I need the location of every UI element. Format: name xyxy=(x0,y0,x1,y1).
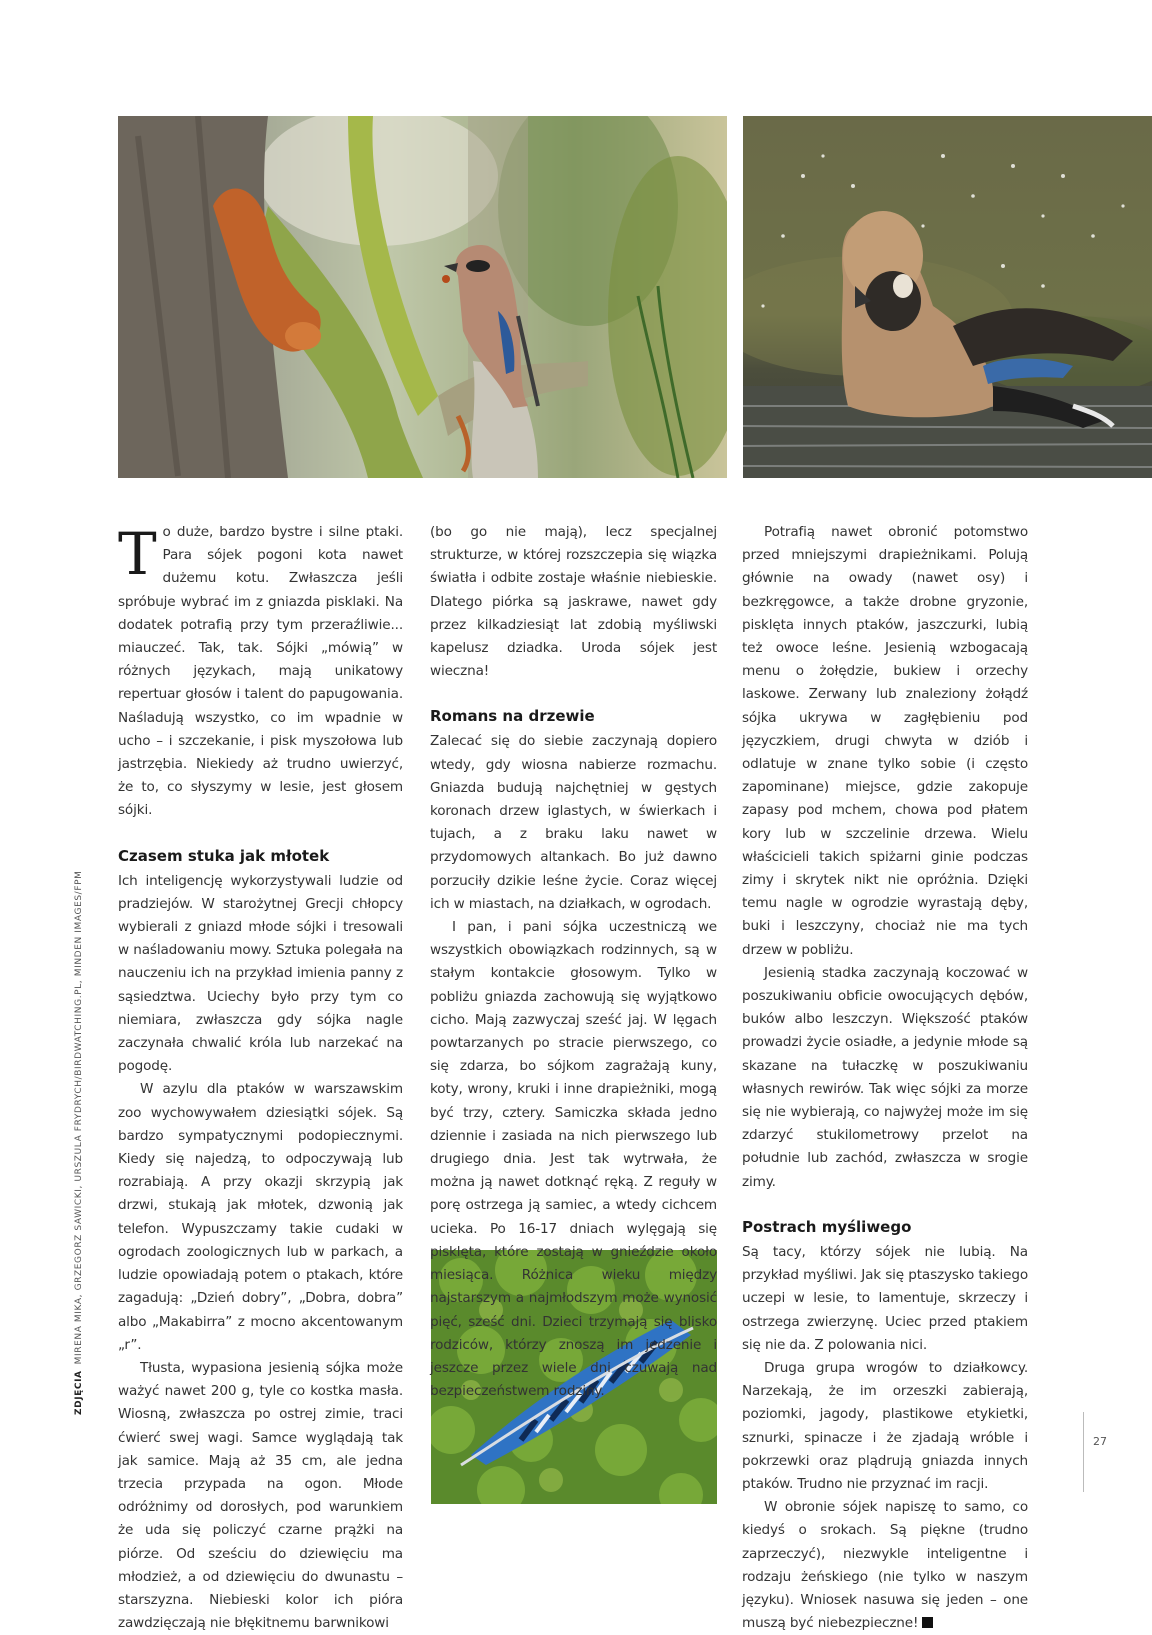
credits-text: MIRENA MIKA, GRZEGORZ SAWICKI, URSZULA FRYDRYCH/BIRDWATCHING.PL, MINDEN IMAGES/FPM xyxy=(74,870,84,1365)
article-column-2 xyxy=(430,521,717,1403)
paragraph: Druga grupa wrogów to działkowcy. Narzekają, że im orzeszki zabierają, poziomki, jagody, plastikowe etykietki, sznurki, spinacze i że zjadają wróble i pokrzewki oraz plądrują gniazda innych ptaków. Trudno nie przyznać im racji. xyxy=(742,1359,1028,1492)
photo-credits xyxy=(74,871,84,1416)
intro-paragraph xyxy=(118,521,403,823)
closing-text: W obronie sójek napiszę to samo, co kiedyś o srokach. Są piękne (trudno zaprzeczyć), niezwykle inteligentne i rodzaju żeńskiego (nie tylko w naszym języku). Wniosek nasuwa się jeden – one muszą być niebezpieczne! xyxy=(742,1499,1028,1632)
paragraph: W azylu dla ptaków w warszawskim zoo wychowywałem dziesiątki sójek. Są bardzo sympatycznymi podopiecznymi. Kiedy się najedzą, to odpoczywają lub rozrabiają. A przy okazji skrzypią jak drzwi, stukają jak młotek, dzwonią jak telefon. Wypuszczamy takie cudaki w ogrodach zoologicznych lub w parkach, a ludzie opowiadają potem o ptakach, które zagadują: „Dzień dobry”, „Dobra, dobra” albo „Makabirra” z mocno akcentowanym „r”. xyxy=(118,1081,403,1353)
page-number: 27 xyxy=(1093,1435,1107,1448)
paragraph: Potrafią nawet obronić potomstwo przed mniejszymi drapieżnikami. Polują głównie na owady (nawet osy) i bezkręgowce, a także drobne gryzonie, pisklęta innych ptaków, jaszczurki, lubią też owoce leśne. Jesienią wzbogacają menu o żołędzie, bukiew i orzechy laskowe. Zerwany lub znaleziony żołądź sójka ukrywa w zagłębieniu pod języczkiem, drugi chwyta w dziób i odlatuje w znane tylko sobie (i często zapominane) miejsce, gdzie zakopuje zapasy pod mchem, chowa pod płatem kory lub w szczelinie drzewa. Wielu właścicieli takich spiżarni ginie podczas zimy i skrytek nikt nie opróżnia. Dzięki temu nagle w ogrodzie wyrastają dęby, buki i leszczyny, chociaż nie ma tych drzew w pobliżu. xyxy=(742,524,1028,958)
subheading-romance: Romans na drzewie xyxy=(430,707,595,726)
page-number-divider xyxy=(1083,1412,1084,1492)
photo-bathing-jay xyxy=(743,116,1152,478)
subheading-hunter: Postrach myśliwego xyxy=(742,1217,912,1236)
photo-squirrel-jay xyxy=(118,116,727,478)
paragraph: Ich inteligencję wykorzystywali ludzie od pradziejów. W starożytnej Grecji chłopcy wybierali z gniazd młode sójki i tresowali w naśladowaniu mowy. Sztuka polegała na nauczeniu ich na przykład imienia panny z sąsiedztwa. Uciechy było przy tym co niemiara, zwłaszcza gdy sójka nagle zaczynała chwalić króla lub narzekać na pogodę. xyxy=(118,872,403,1075)
paragraph: (bo go nie mają), lecz specjalnej strukturze, w której rozszczepia się wiązka światła i odbite zostaje właśnie niebieskie. Dlatego piórka są jaskrawe, nawet gdy przez kilkadziesiąt lat zdobią myśliwski kapelusz dziadka. Uroda sójek jest wieczna! xyxy=(430,524,717,680)
intro-text: o duże, bardzo bystre i silne ptaki. Para sójek pogoni kota nawet dużemu kotu. Zwłaszcza jeśli spróbuje wybrać im z gniazda pisklaki. Na dodatek potrafią przy tym przeraźliwie... miauczeć. Tak, tak. Sójki „mówią” w różnych językach, mają unikatowy repertuar głosów i talent do papugowania. Naśladują wszystko, co im wpadnie w ucho – i szczekanie, i pisk myszołowa lub jastrzębia. Niekiedy aż trudno uwierzyć, że to, co słyszymy w lesie, jest głosem sójki. xyxy=(118,524,403,819)
closing-paragraph xyxy=(742,1496,1028,1635)
subheading-hammer: Czasem stuka jak młotek xyxy=(118,846,330,865)
article-column-3 xyxy=(742,521,1028,1635)
end-mark-icon xyxy=(922,1617,933,1628)
paragraph: Zalecać się do siebie zaczynają dopiero wtedy, gdy wiosna nabierze rozmachu. Gniazda budują najchętniej w gęstych koronach drzew iglastych, w świerkach i tujach, a z braku laku nawet w przydomowych altankach. Bo już dawno porzuciły dzikie leśne życie. Coraz więcej ich w miastach, na działkach, w ogrodach. xyxy=(430,733,717,912)
squirrel-jay-image xyxy=(118,116,727,478)
paragraph: I pan, i pani sójka uczestniczą we wszystkich obowiązkach rodzinnych, są w stałym kontakcie głosowym. Tylko w pobliżu gniazda zachowują się wyjątkowo cicho. Mają zazwyczaj sześć jaj. W lęgach powtarzanych po stracie pierwszego, co się zdarza, bo sójkom zagrażają kuny, koty, wrony, kruki i inne drapieżniki, mogą być trzy, cztery. Samiczka składa jedno dziennie i zasiada na nich pierwszego lub drugiego dnia. Jest tak wytrwała, że można ją nawet dotknąć ręką. Z reguły w porę ostrzega ją samiec, a wtedy cichcem ucieka. Po 16-17 dniach wylęgają się pisklęta, które zostają w gnieździe około miesiąca. Różnica wieku między najstarszym a najmłodszym może wynosić pięć, sześć dni. Dzieci trzymają się blisko rodziców, którzy znoszą im jedzenie i jeszcze przez wiele dni czuwają nad bezpieczeństwem rodziny. xyxy=(430,919,717,1400)
paragraph: Jesienią stadka zaczynają koczować w poszukiwaniu obficie owocujących dębów, buków albo leszczyn. Większość ptaków prowadzi życie osiadłe, a jedynie młode są skazane na tułaczkę w poszukiwaniu własnych rewirów. Tak więc sójki za morze się nie wybierają, co najwyżej może im się zdarzyć stukilometrowy przelot na południe lub zachód, zwłaszcza w srogie zimy. xyxy=(742,964,1028,1190)
paragraph: Tłusta, wypasiona jesienią sójka może ważyć nawet 200 g, tyle co kostka masła. Wiosną, zwłaszcza po ostrej zimie, traci ćwierć swej wagi. Samce wyglądają tak jak samice. Mają aż 35 cm, ale jedna trzecia przypada na ogon. Młode odróżnimy od dorosłych, pod warunkiem że uda się policzyć czarne prążki na piórze. Od sześciu do dziewięciu ma młodzież, a od dziewięciu do dwunastu – starszyzna. Niebieski kolor ich pióra zawdzięczają nie błękitnemu barwnikowi xyxy=(118,1359,403,1632)
bathing-jay-image xyxy=(743,116,1152,478)
article-column-1 xyxy=(118,521,403,1635)
credits-label: ZDJĘCIA xyxy=(74,1370,84,1415)
paragraph: Są tacy, którzy sójek nie lubią. Na przykład myśliwi. Jak się ptaszysko takiego uczepi w lesie, to lamentuje, skrzeczy i ostrzega zwierzynę. Uciec przed ptakiem się nie da. Z polowania nici. xyxy=(742,1243,1028,1353)
drop-cap: T xyxy=(118,520,157,588)
